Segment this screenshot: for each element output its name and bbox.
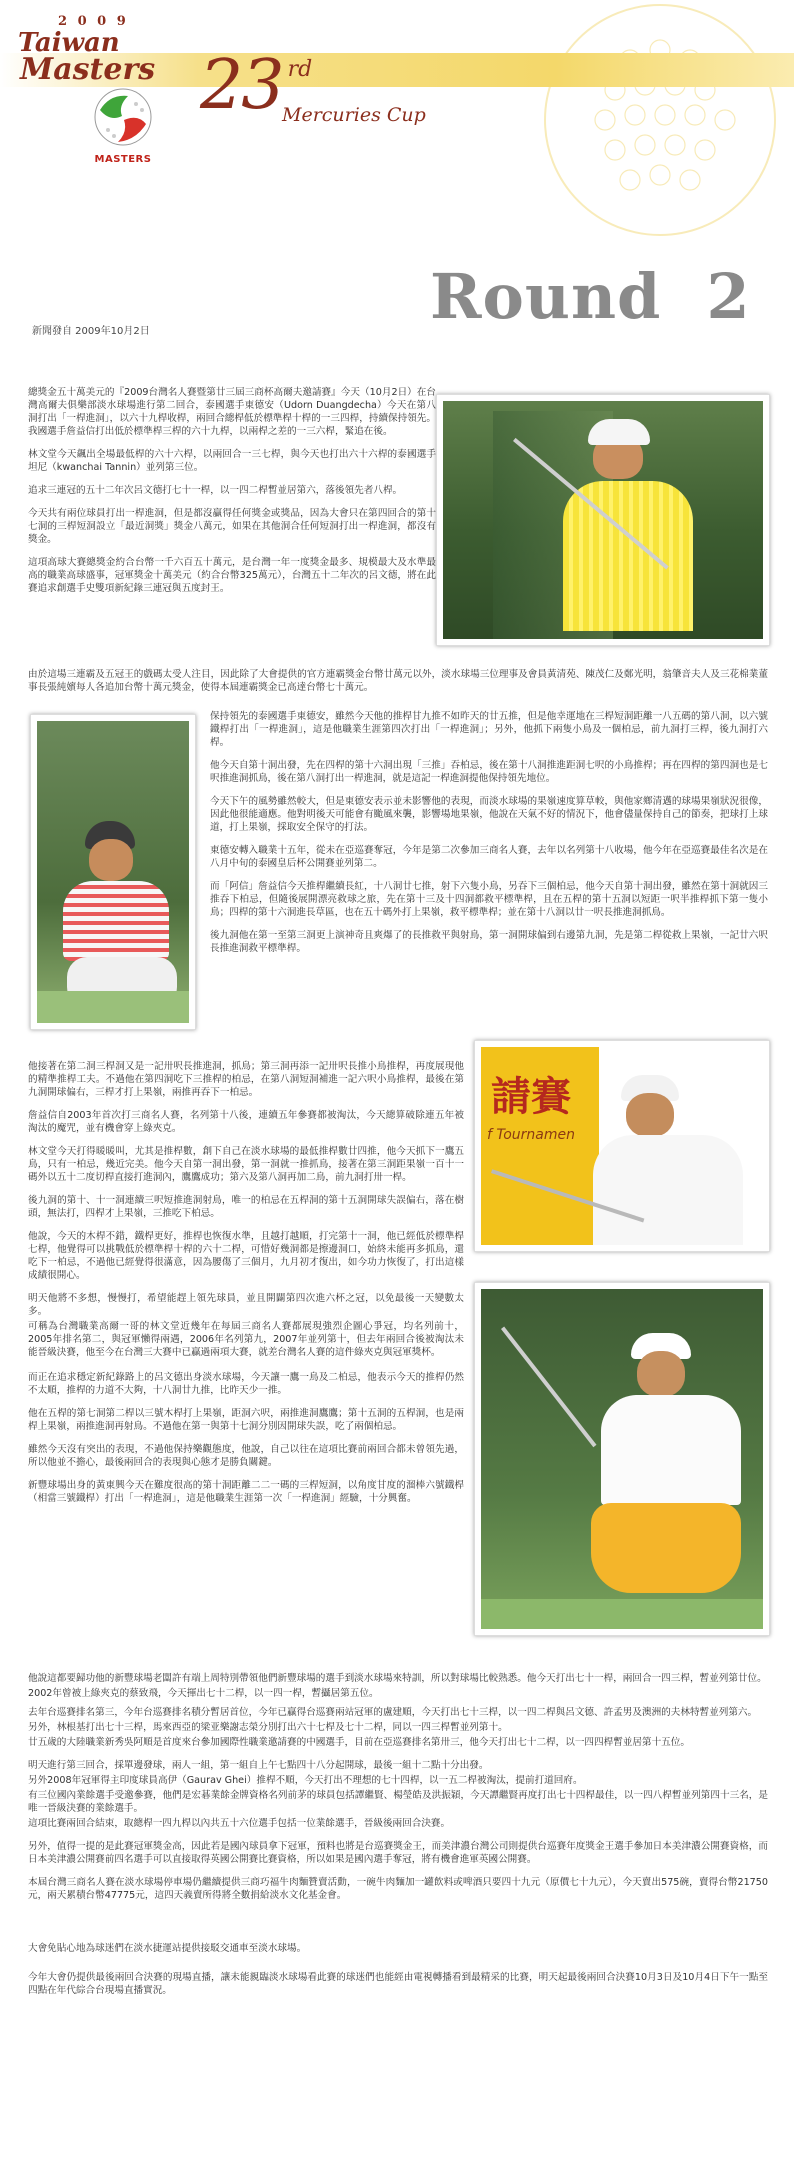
paragraph: 另外2008年冠軍得主印度球員高伊（Gaurav Ghei）推桿不順，今天打出不理想的七十四桿，以一五二桿被淘汰，提前打道回府。 xyxy=(28,1775,583,1786)
year-label: 2 0 0 9 xyxy=(58,14,129,29)
paragraph: 今天下午的風勢雖然較大，但是東德安表示並未影響他的表現，而淡水球場的果嶺速度算草較，與他家鄉清邁的球場果嶺狀況很像，因此他很能適應。他對明後天可能會有颱風來襲，影響場地果嶺，他說在天氣不好的情況下，他會儘量保持自己的節奏，把球打上球道，打上果嶺，採取安全保守的打法。 xyxy=(210,796,768,833)
paragraph: 追求三連冠的五十二年次呂文德打七十一桿，以一四二桿暫並居第六，落後領先者八桿。 xyxy=(28,485,403,496)
golf-globe-icon xyxy=(88,86,158,148)
paragraph: 新豐球場出身的黃東興今天在難度很高的第十洞距離二二一碼的三桿短洞，以角度甘度的溜棒六號鐵桿（相當三號鐵桿）打出「一桿進洞」，這是他職業生涯第一次「一桿進洞」經驗，十分興奮。 xyxy=(28,1480,464,1504)
paragraph: 今天共有兩位球員打出一桿進洞，但是都沒贏得任何獎金或獎品，因為大會只在第四回合的第十七洞的三桿短洞設立「最近洞獎」獎金八萬元，如果在其他洞合任何短洞打出一桿進洞，都沒有獎金。 xyxy=(28,508,436,545)
paragraph: 另外，林根基打出七十三桿，馬來西亞的梁亚樂謝志榮分別打出六十七桿及七十二桿，同以一四三桿暫並列第十。 xyxy=(28,1722,508,1733)
paragraph: 他說這都要歸功他的新豐球場老闆許有端上周特別帶領他們新豐球場的選手到淡水球場來特訓，所以對球場比較熟悉。他今天打出七十一桿，兩回合一四三桿，暫並列第廿位。 xyxy=(28,1673,767,1684)
paragraph: 他在五桿的第七洞第二桿以三號木桿打上果嶺，距洞六呎，兩推進洞鷹鷹；第十五洞的五桿洞，也是兩桿上果嶺，兩推進洞再射鳥。不過他在第一與第十七洞分別因開球失誤，吃了兩個柏忌。 xyxy=(28,1408,464,1432)
header xyxy=(0,0,794,337)
logo-caption: MASTERS xyxy=(94,154,152,165)
paragraph: 詹益信自2003年首次打三商名人賽，名列第十八後，連續五年參賽都被淘汰，今天總算破除連五年被淘汰的魔咒，並有機會穿上綠夾克。 xyxy=(28,1110,464,1134)
paragraph: 2002年曾被上綠夾克的蔡致飛，今天揮出七十二桿，以一四一桿，暫攝居第五位。 xyxy=(28,1688,379,1699)
banner-subtext: f Tournamen xyxy=(487,1127,575,1143)
paragraph: 大會免貼心地為球迷們在淡水捷運站提供接駁交通車至淡水球場。 xyxy=(28,1943,307,1954)
banner-text: 請賽 xyxy=(491,1074,571,1120)
paragraph: 東德安轉入職業十五年，從未在亞巡賽奪冠，今年是第二次參加三商名人賽，去年以名列第十八收場，他今年在亞巡賽最佳名次是在八月中旬的泰國皇后杯公開賽並列第二。 xyxy=(210,845,768,869)
paragraph: 本屆台灣三商名人賽在淡水球場停車場仍繼續提供三商巧福牛肉麵贊賣活動，一碗牛肉麵加一罐飲料或啤酒只要四十九元（原價七十九元），今天賣出575碗，賣得台幣21750元，兩天累積台幣47775元，這四天義賣所得將全數捐給淡水文化基金會。 xyxy=(28,1877,768,1901)
brand-masters: Masters xyxy=(20,52,156,87)
paragraph: 後九洞他在第一至第三洞更上演神奇且爽爆了的長推救平與射鳥，第一洞開球偏到右邊第九洞，先是第二桿從救上果嶺，一記廿六呎長推進洞救平標準桿。 xyxy=(210,930,768,954)
paragraph: 明天他將不多想，慢慢打，希望能趕上領先球員，並且開闢第四次進六杯之冠，以免最後一天變數太多。 xyxy=(28,1293,464,1317)
paragraph: 另外，值得一提的是此賽冠軍獎金高，因此若是國內球員拿下冠軍，預料也將是台巡賽獎金王，而美津濃台灣公司則提供台巡賽年度獎金王選手參加日本美津濃公開賽資格，而日本美津濃公開賽前四名選手可以直接取得英國公開賽比賽資格，所以如果是國內選手奪冠，將有機會進軍英國公開賽。 xyxy=(28,1841,768,1865)
section-1 xyxy=(28,386,436,595)
section-3 xyxy=(28,1060,464,1505)
paragraph: 林文堂今天飆出全場最低桿的六十六桿，以兩回合一三七桿，與今天也打出六十六桿的泰國選手坦尼（kwanchai Tannin）並列第三位。 xyxy=(28,449,436,473)
paragraph: 他接著在第二洞三桿洞又是一記卅呎長推進洞，抓鳥；第三洞再添一記卅呎長推小鳥推桿，再度展現他的精準推桿工夫。不過他在第四洞吃下三推桿的柏忌，在第八洞短洞補進一記六呎小鳥推桿，最後在第九洞開球偏右，三桿才打上果嶺，兩推再吞下一柏忌。 xyxy=(28,1061,464,1098)
paragraph: 他說，今天的木桿不錯，鐵桿更好，推桿也恢復水準，且越打越順，打完第十一洞，他已經低於標準桿七桿，他覺得可以挑戰低於標準桿十桿的六十二桿，可惜好幾洞都是擦邊洞口，始終未能再多抓鳥，還吃下一柏忌，不過他已經覺得很滿意，因為腰傷了三個月，九月初才復出，如今功力恢復了，打出這樣成績很開心。 xyxy=(28,1231,464,1281)
player-photo-lu xyxy=(474,1282,770,1636)
paragraph: 廿五歲的大陸職業新秀吳阿順是首度來台參加國際性職業邀請賽的中國選手，目前在亞巡賽排名第卅三，他今天打出七十二桿，以一四四桿暫並居第十五位。 xyxy=(28,1737,690,1748)
player-photo-lin xyxy=(474,1040,770,1252)
paragraph: 可稱為台灣職業高爾一哥的林文堂近幾年在每屆三商名人賽都展現強烈企圖心爭冠，均名列前十，2005年排名第二，與冠軍懶得兩遇，2006年名列第九，2007年並列第十，但去年兩回合後被淘汰未能晉級決賽，他至今在台灣三大賽中已贏過兩項大賽，就差台灣名人賽的這件綠夾克與冠軍獎杯。 xyxy=(28,1321,464,1358)
paragraph: 今年大會仍提供最後兩回合決賽的現場直播，讓未能親臨淡水球場看此賽的球迷們也能經由電視轉播看到最精采的比賽，明天起最後兩回合決賽10月3日及10月4日下午一點至四點在年代綜合台現場直播實況。 xyxy=(28,1972,768,1996)
paragraph: 由於這場三連霸及五冠王的戲碼太受人注目，因此除了大會提供的官方連霸獎金台幣廿萬元以外，淡水球場三位理事及會員黃清苑、陳茂仁及鄭光明，翁肇音夫人及三花棉業董事長張純嬪每人各追加台幣十萬元獎金，使得本屆連霸獎金已高達台幣七十萬元。 xyxy=(28,669,768,693)
player-photo-udorn xyxy=(436,394,770,646)
masters-logo xyxy=(88,86,158,166)
section-1b xyxy=(28,668,768,694)
edition-num: 23 xyxy=(200,46,283,125)
paragraph: 後九洞的第十、十一洞連續三呎短推進洞射鳥，唯一的柏忌在五桿洞的第十五洞開球失誤偏右，落在樹頭，無法打，四桿才上果嶺，三推吃下柏忌。 xyxy=(28,1195,464,1219)
paragraph: 林文堂今天打得暖暖叫，尤其是推桿數，創下自己在淡水球場的最低推桿數廿四推，他今天抓下一鷹五鳥，只有一柏忌，幾近完美。他今天自第一洞出發，第一洞就一推抓鳥，接著在第三洞距果嶺一百十一碼外以五十二度切桿直接打進洞內，鷹鷹成功；第六及第八洞再加二鳥，前九洞打卅一桿。 xyxy=(28,1146,464,1183)
paragraph: 去年台巡賽排名第三，今年台巡賽排名積分暫居首位，今年已贏得台巡賽兩站冠軍的盧建順，今天打出七十三桿，以一四二桿與呂文德、許孟男及澳洲的夫林特暫並列第六。 xyxy=(28,1707,758,1718)
golf-ball-watermark xyxy=(520,0,790,290)
paragraph: 這項高球大賽總獎金約合台幣一千六百五十萬元，是台灣一年一度獎金最多、規模最大及水準最高的職業高球盛事，冠軍獎金十萬美元（約合台幣325萬元），台灣五十二年次的呂文德，將在此賽追求創選手史雙項新紀錄三連冠與五度封王。 xyxy=(28,557,436,594)
round-title: Round 2 xyxy=(430,260,751,333)
release-date: 新聞發自 2009年10月2日 xyxy=(32,326,150,337)
paragraph: 明天進行第三回合，採單邊發球，兩人一組，第一組自上午七點四十八分起開球，最後一組十二點十分出發。 xyxy=(28,1760,489,1771)
paragraph: 總獎金五十萬美元的『2009台灣名人賽暨第廿三屆三商杯高爾夫邀請賽』今天（10月2日）在台灣高爾夫俱樂部淡水球場進行第二回合，泰國選手東德安（Udorn Duangdecha）今天在第八洞打出「一桿進洞」，以六十九桿收桿，兩回合總桿低於標準桿十桿的一三四桿，持續保持領先。我國選手詹益信打出低於標準桿三桿的六十九桿，以兩桿之差的一三六桿，緊追在後。 xyxy=(28,387,436,437)
section-4 xyxy=(28,1672,768,1997)
paragraph: 他今天自第十洞出發，先在四桿的第十六洞出現「三推」吞柏忌，後在第十八洞推進距洞七呎的小鳥推桿；再在四桿的第四洞也是七呎推進洞抓鳥，後在第八洞打出一桿進洞，就是這記一桿進洞提他保持領先地位。 xyxy=(210,760,768,784)
paragraph: 而「阿信」詹益信今天推桿繼續長紅，十八洞廿七推，射下六隻小鳥，另吞下三個柏忌，他今天自第十洞出發，雖然在第十洞就因三推吞下柏忌，但隨後展開漂亮救球之旅，先在第十三及十四洞都救平標準桿，且在五桿的第十五洞以短距一呎半推桿抓下第一隻小鳥；四桿的第十六洞進長草區，也在五十碼外打上果嶺，救平標準桿；並在第十八洞以廿一呎長推進洞抓鳥。 xyxy=(210,881,768,918)
paragraph: 保持領先的泰國選手東德安，雖然今天他的推桿甘九推不如昨天的廿五推，但是他幸運地在三桿短洞距離一八五碼的第八洞，以六號鐵桿打出「一桿進洞」，這是他職業生涯第四次打出「一桿進洞」；另外，他抓下兩隻小鳥及一個柏忌，前九洞打三桿，後九洞打六桿。 xyxy=(210,711,768,748)
cup-name: Mercuries Cup xyxy=(282,104,426,126)
edition-suffix: rd xyxy=(287,57,313,82)
paragraph: 雖然今天沒有突出的表現，不過他保持樂觀態度，他說，自己以往在這項比賽前兩回合都未曾領先過，所以他並不擔心，最後兩回合的表現與心態才是勝負關鍵。 xyxy=(28,1444,464,1468)
section-2 xyxy=(210,710,768,955)
player-photo-chan xyxy=(30,714,196,1030)
paragraph: 這項比賽兩回合結束，取總桿一四九桿以內共五十六位選手包括一位業餘選手，晉級後兩回合決賽。 xyxy=(28,1818,451,1829)
paragraph: 而正在追求穩定新紀錄路上的呂文德出身淡水球場，今天讓一鷹一鳥及二柏忌，他表示今天的推桿仍然不太順，推桿的力道不大夠，十八洞廿九推，比昨天少一推。 xyxy=(28,1372,464,1396)
paragraph: 有三位國內業餘選手受邀參賽，他們是宏碁業餘金牌資格名列前茅的球員包括譚繼賢、楊瑩皓及洪振穎，今天譚繼賢再度打出七十四桿最佳，以一四八桿暫並列第四十三名，是唯一晉級決賽的業餘選手。 xyxy=(28,1790,768,1814)
brand-taiwan: Taiwan xyxy=(18,28,120,58)
